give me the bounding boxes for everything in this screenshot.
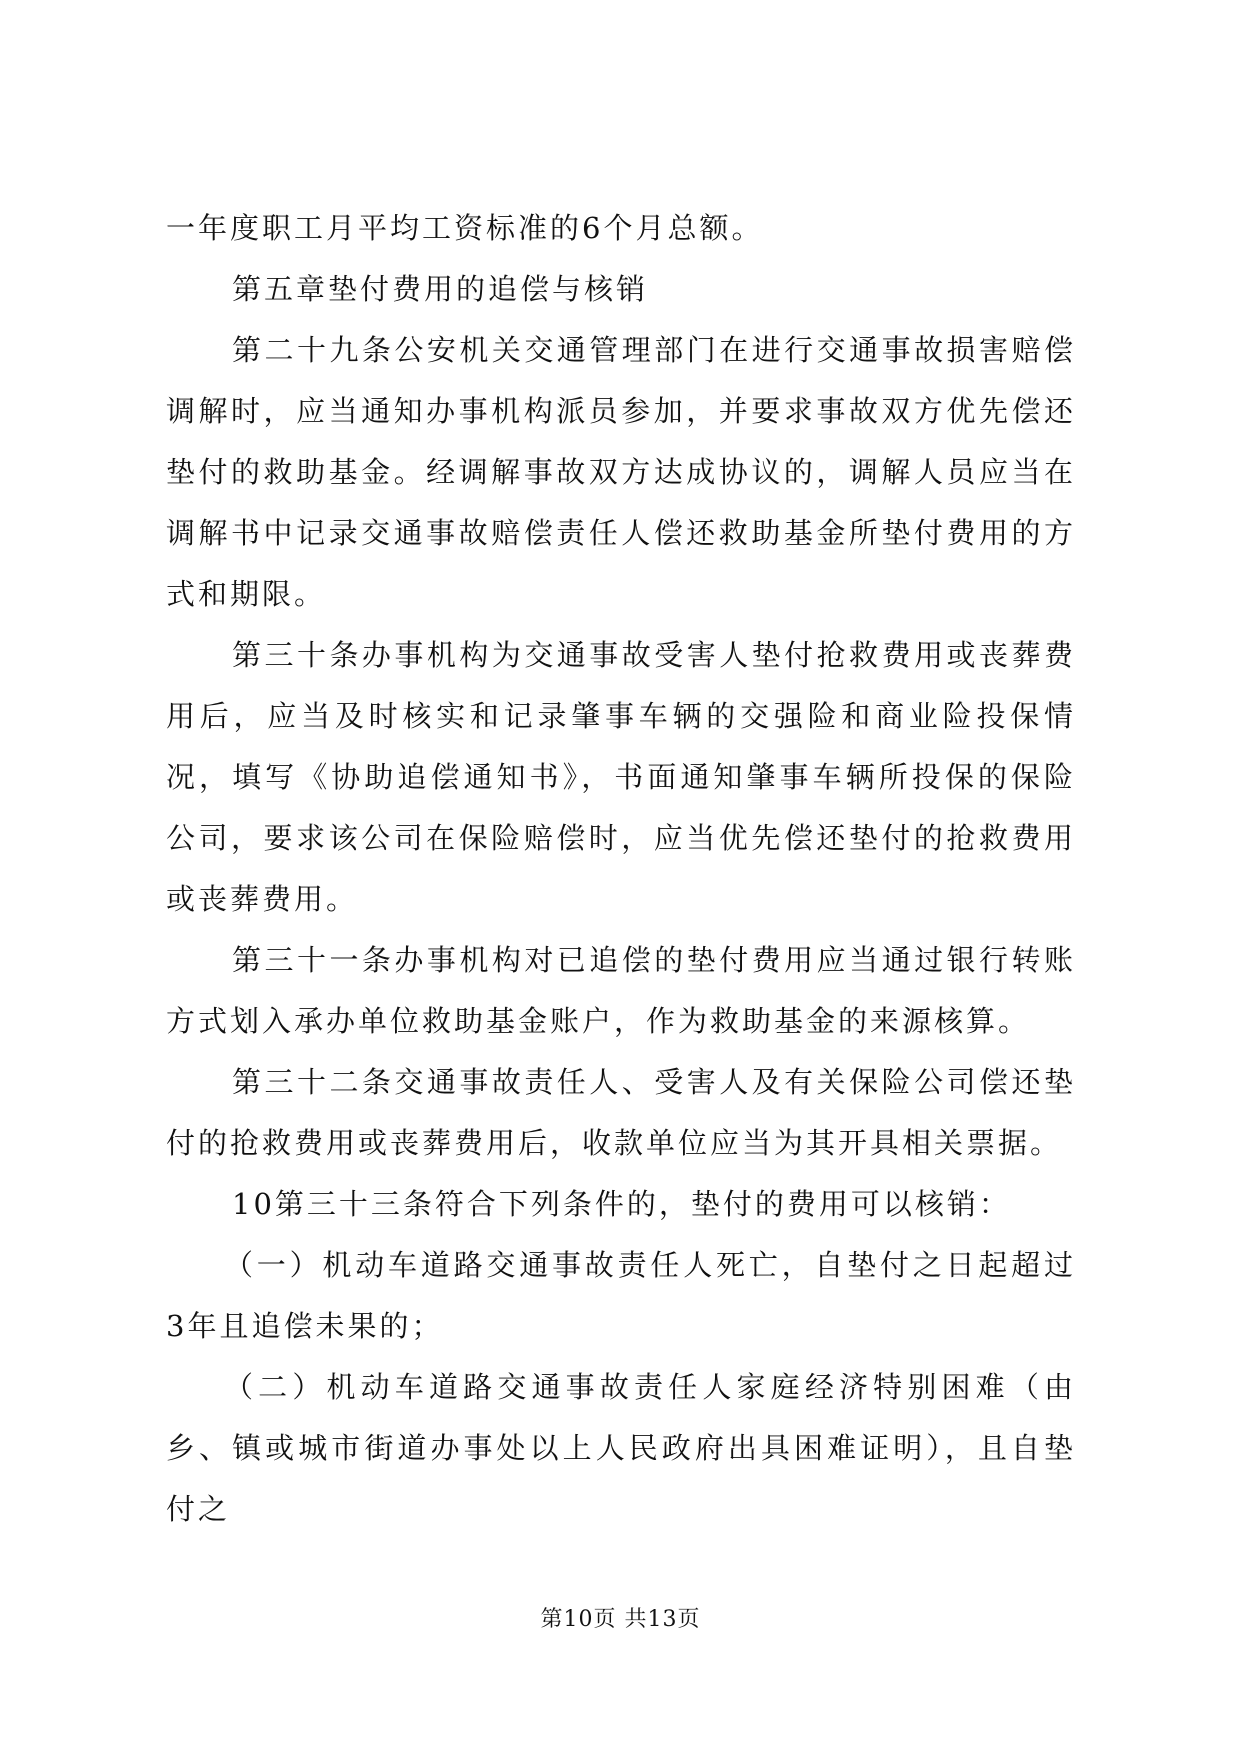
article-33-paragraph: 10第三十三条符合下列条件的，垫付的费用可以核销： [232, 1187, 1011, 1221]
article-33-item-2: （二）机动车道路交通事故责任人家庭经济特别困难（由乡、镇或城市街道办事处以上人民政府出具困难证明），且自垫付之 [166, 1370, 1076, 1526]
article-31-paragraph: 第三十一条办事机构对已追偿的垫付费用应当通过银行转账方式划入承办单位救助基金账户，作为救助基金的来源核算。 [166, 943, 1076, 1038]
article-29-paragraph: 第二十九条公安机关交通管理部门在进行交通事故损害赔偿调解时，应当通知办事机构派员参加，并要求事故双方优先偿还垫付的救助基金。经调解事故双方达成协议的，调解人员应当在调解书中记录交通事故赔偿责任人偿还救助基金所垫付费用的方式和期限。 [166, 333, 1076, 611]
article-30-paragraph: 第三十条办事机构为交通事故受害人垫付抢救费用或丧葬费用后，应当及时核实和记录肇事车辆的交强险和商业险投保情况，填写《协助追偿通知书》，书面通知肇事车辆所投保的保险公司，要求该公司在保险赔偿时，应当优先偿还垫付的抢救费用或丧葬费用。 [166, 638, 1076, 916]
paragraph-continuation: 一年度职工月平均工资标准的6个月总额。 [166, 211, 764, 245]
article-33-item-1: （一）机动车道路交通事故责任人死亡，自垫付之日起超过3年且追偿未果的； [166, 1248, 1076, 1343]
page-number-footer: 第10页 共13页 [540, 1607, 701, 1632]
article-32-paragraph: 第三十二条交通事故责任人、受害人及有关保险公司偿还垫付的抢救费用或丧葬费用后，收款单位应当为其开具相关票据。 [166, 1065, 1076, 1160]
chapter-heading: 第五章垫付费用的追偿与核销 [232, 272, 649, 306]
document-body [166, 198, 1076, 1540]
